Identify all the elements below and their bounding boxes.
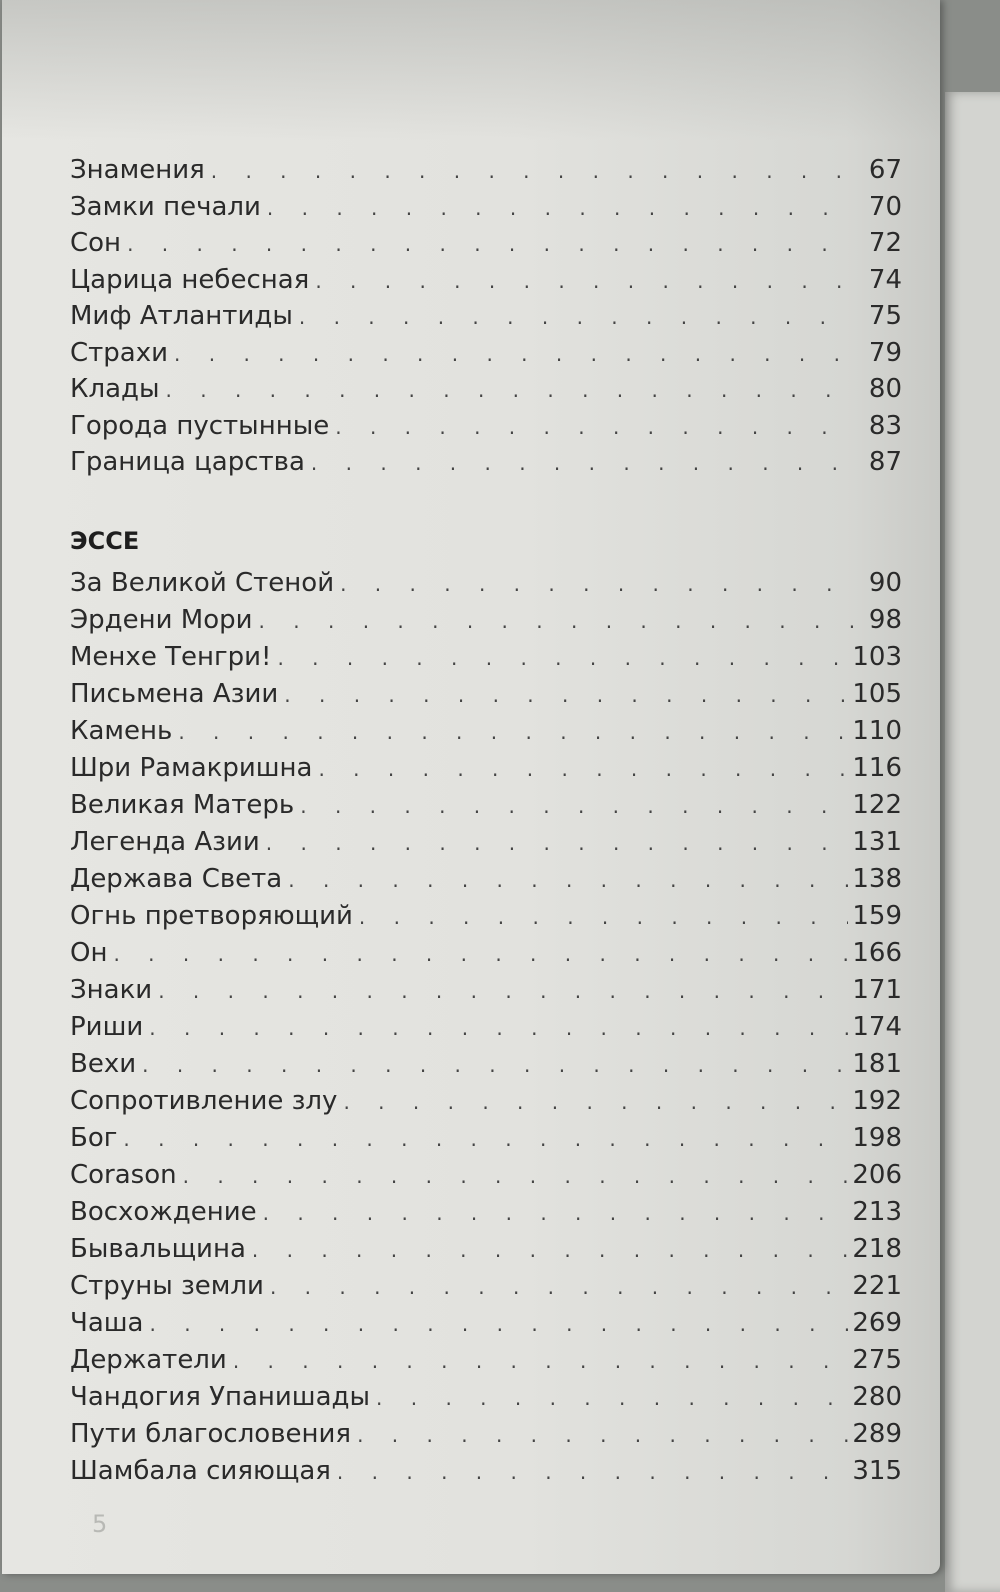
toc-entry: [70, 1009, 902, 1046]
toc-entry-page: 70: [868, 191, 902, 222]
toc-entry-title: Камень: [70, 715, 173, 746]
toc-entry-title: Он: [70, 937, 108, 968]
toc-entry-title: Шамбала сияющая: [70, 1455, 331, 1486]
toc-entry: [70, 1453, 902, 1490]
toc-entry-page: 103: [852, 641, 902, 672]
toc-entry: [70, 262, 902, 299]
toc-entry-page: 159: [852, 900, 902, 931]
dot-leader: [357, 1417, 848, 1454]
toc-entry-title: Страхи: [70, 337, 169, 368]
toc-entry: [70, 1231, 902, 1268]
toc-entry-title: Знамения: [70, 155, 205, 185]
toc-entry-title: Чандогия Упанишады: [70, 1381, 371, 1412]
dot-leader: [284, 677, 848, 714]
toc-entry: [70, 861, 902, 898]
toc-entry-title: Вехи: [70, 1048, 137, 1079]
dot-leader: [142, 1047, 848, 1084]
dot-leader: [267, 190, 854, 227]
toc-entry-title: Царица небесная: [70, 264, 310, 295]
toc-entry: [70, 1046, 902, 1083]
toc-entry-title: Менхе Тенгри!: [70, 641, 272, 672]
toc-entry-title: Corason: [70, 1159, 177, 1190]
toc-entry-title: Легенда Азии: [70, 826, 260, 857]
toc-entry-page: 80: [868, 374, 902, 404]
toc-entry: [70, 750, 902, 787]
toc-entry-title: Бывальщина: [70, 1233, 246, 1264]
dot-leader: [340, 566, 854, 603]
toc-entry-page: 131: [852, 826, 902, 857]
dot-leader: [149, 1010, 848, 1047]
dot-leader: [359, 899, 848, 936]
toc-entry-page: 75: [868, 301, 902, 331]
toc-entry-title: Струны земли: [70, 1270, 264, 1301]
toc-entry: [70, 787, 902, 824]
dot-leader: [270, 1269, 848, 1306]
toc-entry-page: 67: [868, 155, 902, 185]
toc-entry: [70, 1268, 902, 1305]
toc-entry-page: 83: [868, 410, 902, 441]
toc-entry: [70, 1120, 902, 1157]
dot-leader: [263, 1195, 849, 1232]
toc-entry-page: 218: [852, 1233, 902, 1264]
dot-leader: [113, 936, 848, 973]
toc-entry-page: 289: [852, 1418, 902, 1449]
toc-entry-page: 171: [852, 974, 902, 1005]
dot-leader: [318, 751, 848, 788]
toc-entry-page: 269: [852, 1307, 902, 1338]
page-folio: 5: [92, 1510, 108, 1538]
toc-entry: [70, 298, 902, 335]
dot-leader: [174, 336, 854, 373]
dot-leader: [288, 862, 848, 899]
toc-entry-page: 206: [852, 1159, 902, 1190]
toc-entry-title: Великая Матерь: [70, 789, 295, 820]
toc-entry-title: Чаша: [70, 1307, 144, 1338]
toc-entry: [70, 408, 902, 445]
dot-leader: [183, 1158, 849, 1195]
toc-entry: [70, 1342, 902, 1379]
toc-entry-page: 221: [852, 1270, 902, 1301]
toc-entry-page: 315: [852, 1455, 902, 1486]
dot-leader: [311, 445, 854, 482]
toc-entry-page: 79: [868, 337, 902, 368]
toc-entry-page: 122: [852, 789, 902, 820]
toc-entry-page: 98: [868, 604, 902, 635]
dot-leader: [178, 714, 848, 751]
toc-entry: [70, 1416, 902, 1453]
toc-entry: [70, 824, 902, 861]
toc-entry-page: 275: [852, 1344, 902, 1375]
dot-leader: [233, 1343, 849, 1380]
toc-entry-page: 138: [852, 863, 902, 894]
toc-entry-title: Сон: [70, 228, 122, 258]
toc-entry: [70, 972, 902, 1009]
toc-entry-title: Шри Рамакришна: [70, 752, 313, 783]
toc-entry-title: Сопротивление злу: [70, 1085, 338, 1116]
toc-entry: [70, 713, 902, 750]
toc-entry-page: 72: [868, 228, 902, 258]
toc-list-verses: [70, 152, 902, 481]
toc-entry-title: Клады: [70, 374, 160, 404]
toc-entry-page: 116: [852, 752, 902, 783]
toc-entry-page: 87: [868, 447, 902, 477]
dot-leader: [123, 1121, 848, 1158]
toc-entry: [70, 1305, 902, 1342]
toc-entry: [70, 335, 902, 372]
toc-entry: [70, 898, 902, 935]
toc-entry-page: 213: [852, 1196, 902, 1227]
toc-entry-page: 198: [852, 1122, 902, 1153]
toc-entry-title: Держатели: [70, 1344, 227, 1375]
toc-entry: [70, 152, 902, 189]
toc-entry-page: 174: [852, 1011, 902, 1042]
toc-entry-page: 74: [868, 264, 902, 295]
toc-entry-title: Бог: [70, 1122, 118, 1153]
table-of-contents: [70, 152, 902, 1490]
toc-entry-page: 280: [852, 1381, 902, 1412]
dot-leader: [337, 1454, 848, 1491]
toc-entry-page: 181: [852, 1048, 902, 1079]
toc-entry: [70, 565, 902, 602]
dot-leader: [259, 603, 854, 640]
toc-entry-title: Письмена Азии: [70, 678, 279, 709]
toc-entry-title: Огнь претворяющий: [70, 900, 353, 931]
toc-list-essays: [70, 565, 902, 1490]
dot-leader: [335, 409, 854, 446]
dot-leader: [211, 153, 854, 190]
toc-entry: [70, 676, 902, 713]
toc-entry: [70, 1379, 902, 1416]
toc-entry-title: Эрдени Мори: [70, 604, 253, 635]
toc-entry-page: 110: [852, 715, 902, 746]
dot-leader: [166, 372, 854, 409]
toc-entry: [70, 444, 902, 481]
toc-entry: [70, 225, 902, 262]
dot-leader: [127, 226, 854, 263]
toc-entry-page: 166: [852, 937, 902, 968]
dot-leader: [376, 1380, 848, 1417]
toc-entry-title: Держава Света: [70, 863, 283, 894]
adjacent-page: [945, 92, 1000, 1592]
page-shadow: [2, 0, 940, 140]
section-heading: ЭССЕ: [70, 526, 140, 555]
dot-leader: [300, 788, 848, 825]
toc-entry: [70, 189, 902, 226]
toc-entry-page: 105: [852, 678, 902, 709]
dot-leader: [266, 825, 849, 862]
toc-entry: [70, 1083, 902, 1120]
toc-entry: [70, 1157, 902, 1194]
toc-entry: [70, 639, 902, 676]
toc-entry-title: Восхождение: [70, 1196, 257, 1227]
toc-entry-title: Знаки: [70, 974, 153, 1005]
dot-leader: [149, 1306, 848, 1343]
toc-entry-title: За Великой Стеной: [70, 567, 335, 598]
toc-entry-title: Пути благословения: [70, 1418, 352, 1449]
dot-leader: [277, 640, 848, 677]
toc-entry: [70, 1194, 902, 1231]
toc-entry-title: Граница царства: [70, 447, 305, 477]
toc-entry: [70, 602, 902, 639]
toc-entry: [70, 371, 902, 408]
toc-entry-title: Замки печали: [70, 191, 261, 222]
toc-entry-title: Риши: [70, 1011, 144, 1042]
toc-entry-page: 192: [852, 1085, 902, 1116]
dot-leader: [252, 1232, 848, 1269]
dot-leader: [315, 263, 854, 300]
dot-leader: [299, 299, 854, 336]
toc-entry-page: 90: [868, 567, 902, 598]
toc-entry-title: Миф Атлантиды: [70, 301, 293, 331]
toc-entry-title: Города пустынные: [70, 410, 330, 441]
dot-leader: [343, 1084, 848, 1121]
toc-entry: [70, 935, 902, 972]
dot-leader: [158, 973, 848, 1010]
